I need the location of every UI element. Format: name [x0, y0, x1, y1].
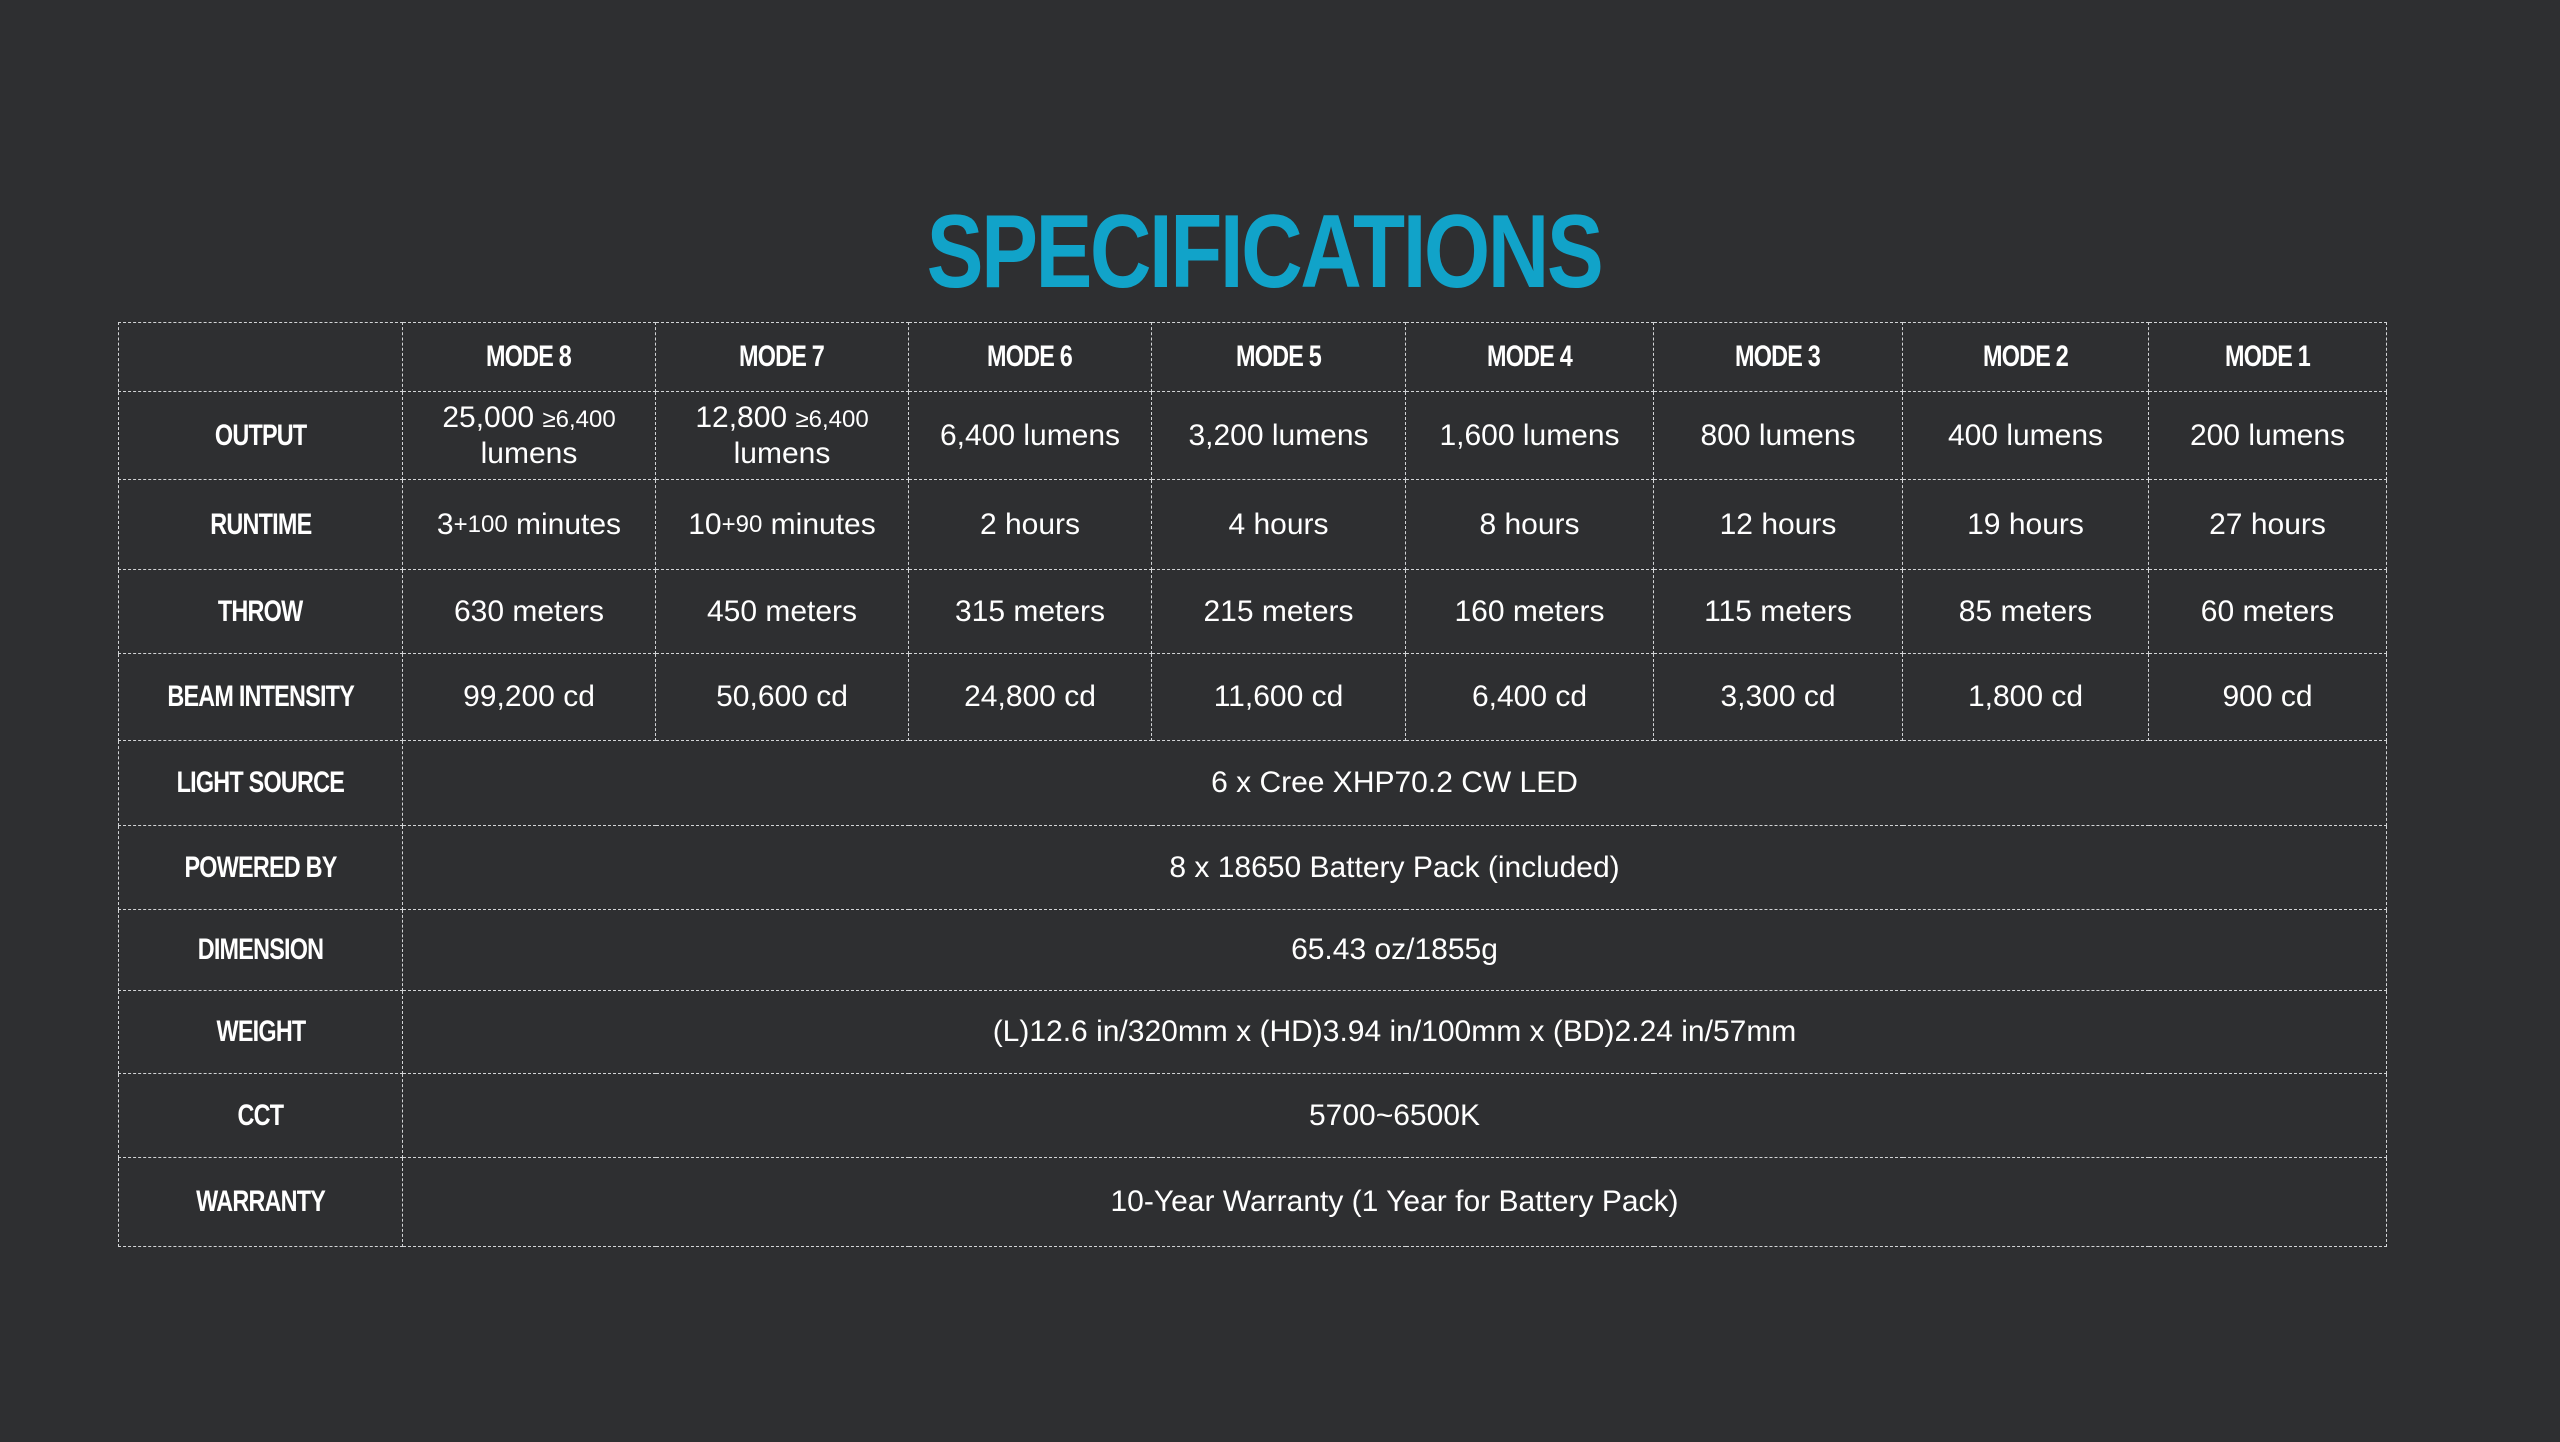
runtime-mode-7-cell: 10+90 minutes — [656, 480, 909, 570]
row-label-beam-intensity: BEAM INTENSITY — [119, 654, 403, 741]
runtime-mode-2-cell: 19 hours — [1903, 480, 2149, 570]
row-label-powered-by: POWERED BY — [119, 826, 403, 910]
column-header-mode-8: MODE 8 — [403, 323, 656, 392]
row-label-warranty: WARRANTY — [119, 1158, 403, 1247]
row-label-output: OUTPUT — [119, 392, 403, 480]
specifications-table — [118, 322, 2387, 1247]
runtime-mode-5-cell: 4 hours — [1152, 480, 1406, 570]
throw-mode-4-cell: 160 meters — [1406, 570, 1654, 654]
row-label-light-source: LIGHT SOURCE — [119, 741, 403, 826]
beam-mode-1-cell: 900 cd — [2149, 654, 2387, 741]
output-mode-1-cell: 200 lumens — [2149, 392, 2387, 480]
column-header-mode-7: MODE 7 — [656, 323, 909, 392]
throw-mode-1-cell: 60 meters — [2149, 570, 2387, 654]
cct-value: 5700~6500K — [403, 1074, 2387, 1158]
table-row-dimension — [119, 910, 2387, 991]
weight-value: (L)12.6 in/320mm x (HD)3.94 in/100mm x (BD)2.24 in/57mm — [403, 991, 2387, 1074]
runtime-mode-3-cell: 12 hours — [1654, 480, 1903, 570]
row-label-throw: THROW — [119, 570, 403, 654]
column-header-mode-6: MODE 6 — [909, 323, 1152, 392]
throw-mode-8-cell: 630 meters — [403, 570, 656, 654]
runtime-mode-1-cell: 27 hours — [2149, 480, 2387, 570]
table-header-row — [119, 323, 2387, 392]
output-mode-5-cell: 3,200 lumens — [1152, 392, 1406, 480]
column-header-mode-4: MODE 4 — [1406, 323, 1654, 392]
column-header-mode-5: MODE 5 — [1152, 323, 1406, 392]
dimension-value: 65.43 oz/1855g — [403, 910, 2387, 991]
header-corner-cell — [119, 323, 403, 392]
table-row-throw — [119, 570, 2387, 654]
runtime-mode-4-cell: 8 hours — [1406, 480, 1654, 570]
output-mode-4-cell: 1,600 lumens — [1406, 392, 1654, 480]
table-row-runtime — [119, 480, 2387, 570]
beam-mode-5-cell: 11,600 cd — [1152, 654, 1406, 741]
beam-mode-4-cell: 6,400 cd — [1406, 654, 1654, 741]
table-row-output — [119, 392, 2387, 480]
output-mode-2-cell: 400 lumens — [1903, 392, 2149, 480]
output-mode-3-cell: 800 lumens — [1654, 392, 1903, 480]
column-header-mode-2: MODE 2 — [1903, 323, 2149, 392]
output-mode-7-cell: 12,800 ≥6,400 lumens — [656, 392, 909, 480]
beam-mode-6-cell: 24,800 cd — [909, 654, 1152, 741]
row-label-cct: CCT — [119, 1074, 403, 1158]
output-mode-8-cell: 25,000 ≥6,400 lumens — [403, 392, 656, 480]
table-row-light-source — [119, 741, 2387, 826]
throw-mode-3-cell: 115 meters — [1654, 570, 1903, 654]
column-header-mode-3: MODE 3 — [1654, 323, 1903, 392]
output-mode-6-cell: 6,400 lumens — [909, 392, 1152, 480]
runtime-mode-8-cell: 3+100 minutes — [403, 480, 656, 570]
runtime-mode-6-cell: 2 hours — [909, 480, 1152, 570]
beam-mode-8-cell: 99,200 cd — [403, 654, 656, 741]
throw-mode-5-cell: 215 meters — [1152, 570, 1406, 654]
throw-mode-7-cell: 450 meters — [656, 570, 909, 654]
light-source-value: 6 x Cree XHP70.2 CW LED — [403, 741, 2387, 826]
column-header-mode-1: MODE 1 — [2149, 323, 2387, 392]
throw-mode-6-cell: 315 meters — [909, 570, 1152, 654]
throw-mode-2-cell: 85 meters — [1903, 570, 2149, 654]
table-row-weight — [119, 991, 2387, 1074]
table-row-powered-by — [119, 826, 2387, 910]
powered-by-value: 8 x 18650 Battery Pack (included) — [403, 826, 2387, 910]
page-title: SPECIFICATIONS — [926, 194, 1602, 310]
table-row-warranty — [119, 1158, 2387, 1247]
beam-mode-7-cell: 50,600 cd — [656, 654, 909, 741]
beam-mode-2-cell: 1,800 cd — [1903, 654, 2149, 741]
table-row-beam-intensity — [119, 654, 2387, 741]
table-row-cct — [119, 1074, 2387, 1158]
row-label-weight: WEIGHT — [119, 991, 403, 1074]
warranty-value: 10-Year Warranty (1 Year for Battery Pack) — [403, 1158, 2387, 1247]
row-label-dimension: DIMENSION — [119, 910, 403, 991]
beam-mode-3-cell: 3,300 cd — [1654, 654, 1903, 741]
row-label-runtime: RUNTIME — [119, 480, 403, 570]
